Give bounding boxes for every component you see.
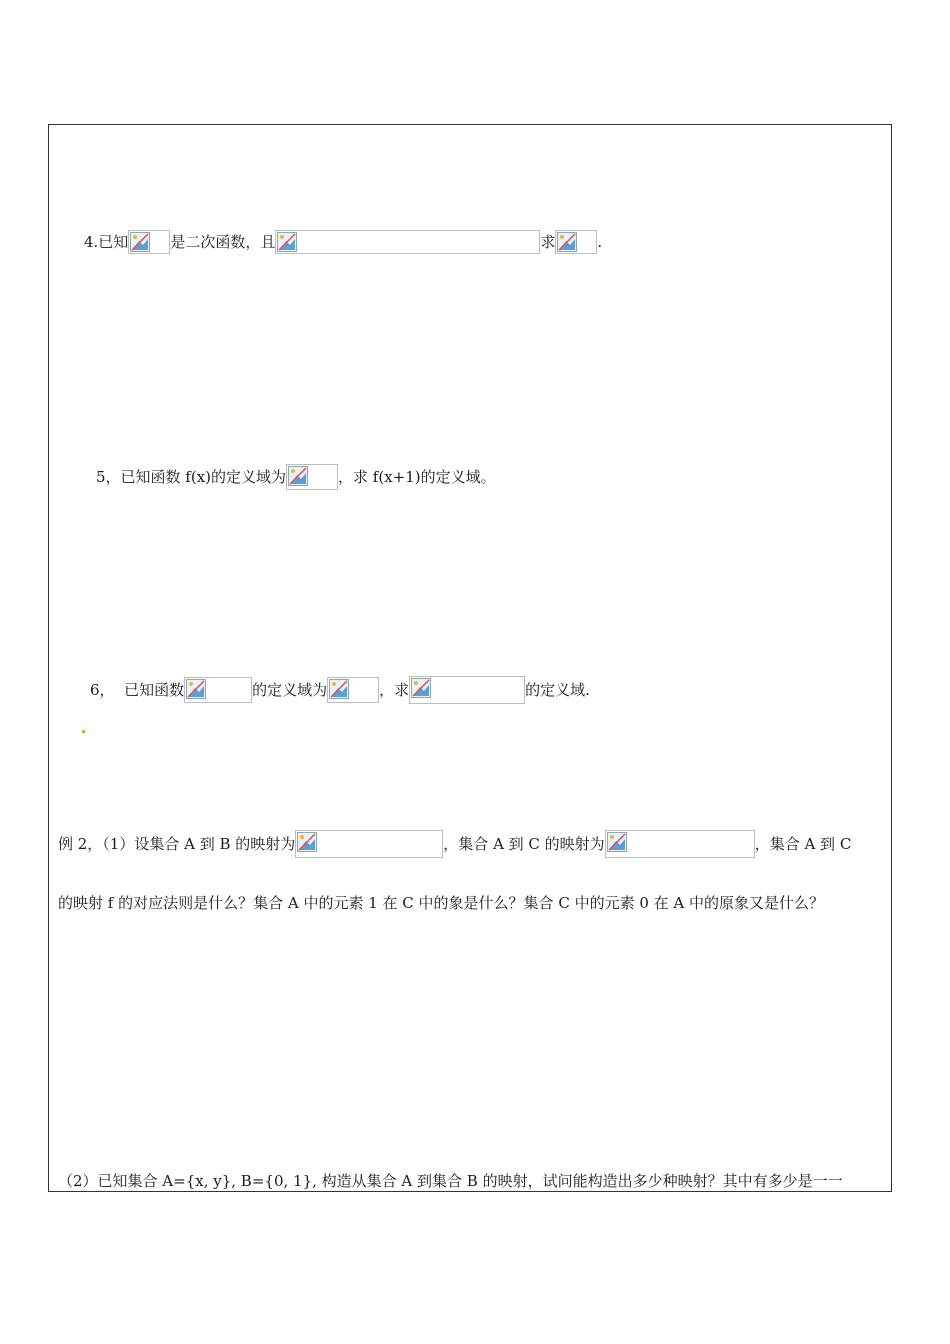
q6-text: ，求 xyxy=(379,681,410,699)
q6-text: 的定义域为 xyxy=(252,681,328,699)
broken-image-icon xyxy=(555,230,597,254)
q6-text: 的定义域. xyxy=(525,681,590,699)
q4-text: 4.已知 xyxy=(84,233,129,251)
broken-image-icon xyxy=(409,676,525,704)
question-4 xyxy=(84,230,602,254)
question-6 xyxy=(90,676,590,704)
broken-image-icon xyxy=(128,230,170,254)
example-2-part-2 xyxy=(58,1170,843,1191)
example-2-part-1 xyxy=(58,830,851,858)
q4-text: 求 xyxy=(540,233,556,251)
stray-mark xyxy=(82,730,85,733)
question-5 xyxy=(96,464,496,490)
worksheet-frame xyxy=(48,124,892,1192)
broken-image-icon xyxy=(605,830,755,858)
q5-text: 5，已知函数 f(x)的定义域为 xyxy=(96,468,287,486)
q4-text: . xyxy=(597,233,603,251)
ex2-text: ，集合 A 到 C 的映射为 xyxy=(443,835,605,853)
ex2-text: （2）已知集合 A={x, y}, B={0, 1}, 构造从集合 A 到集合 B 的映射，试问能构造出多少种映射？其中有多少是一一 xyxy=(58,1172,843,1190)
broken-image-icon xyxy=(286,464,338,490)
q5-text: ，求 f(x+1)的定义域。 xyxy=(338,468,496,486)
ex2-text: 的映射 f 的对应法则是什么？集合 A 中的元素 1 在 C 中的象是什么？集合 C 中的元素 0 在 A 中的原象又是什么？ xyxy=(58,894,825,912)
broken-image-icon xyxy=(327,677,379,703)
broken-image-icon xyxy=(184,677,252,703)
ex2-text: 例 2，（1）设集合 A 到 B 的映射为 xyxy=(58,835,296,853)
example-2-line-2 xyxy=(58,892,824,913)
broken-image-icon xyxy=(295,830,443,858)
q6-number: 6， xyxy=(90,681,115,699)
q4-text: 是二次函数，且 xyxy=(170,233,276,251)
ex2-text: ，集合 A 到 C xyxy=(754,835,852,853)
broken-image-icon xyxy=(275,230,540,254)
q6-text: 已知函数 xyxy=(124,681,185,699)
